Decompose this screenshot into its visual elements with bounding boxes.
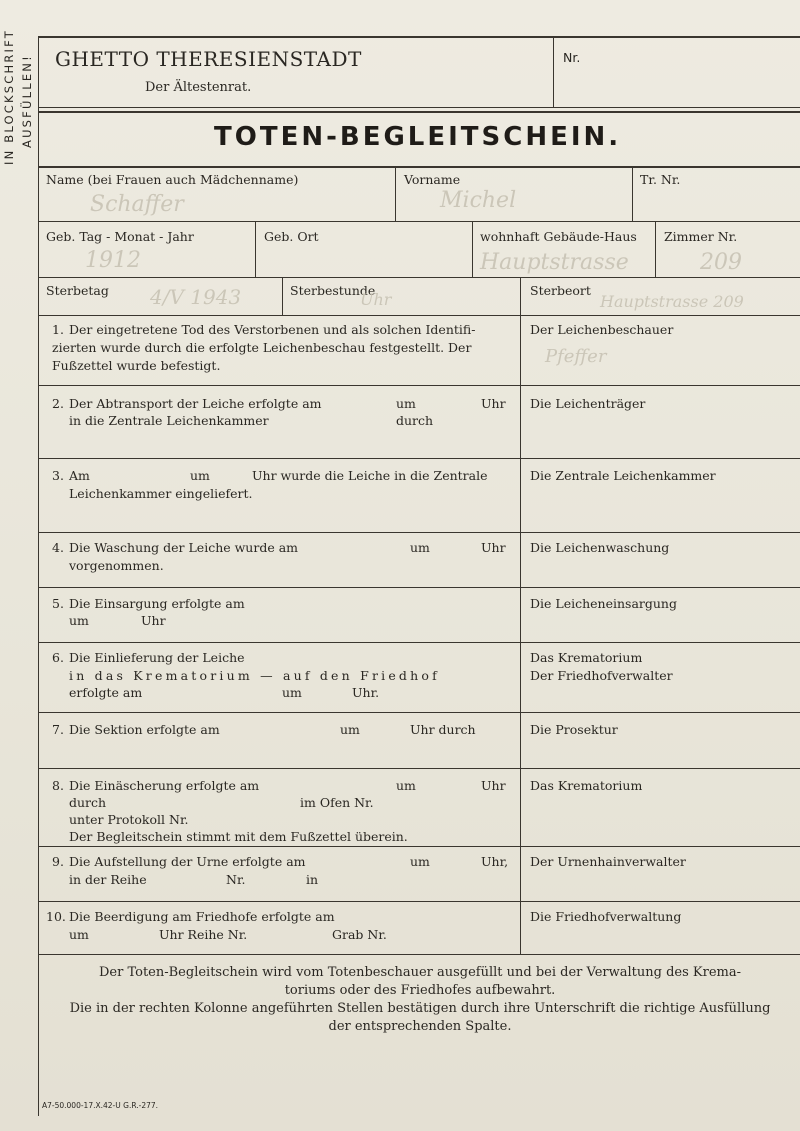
section-8-um: um bbox=[396, 778, 416, 793]
geb-ort-label: Geb. Ort bbox=[264, 229, 319, 244]
section-10-signatory: Die Friedhofverwaltung bbox=[530, 909, 682, 924]
section-7-um: um bbox=[340, 722, 360, 737]
section-rule-2 bbox=[38, 385, 800, 386]
section-10-uhr-reihe: Uhr Reihe Nr. bbox=[159, 927, 248, 942]
section-10-um: um bbox=[69, 927, 89, 942]
handwritten-room: 209 bbox=[700, 250, 742, 275]
name-label: Name (bei Frauen auch Mädchenname) bbox=[46, 172, 299, 187]
section-4-number: 4. bbox=[52, 540, 64, 555]
handwritten-hour: Uhr bbox=[360, 290, 392, 309]
section-9-number: 9. bbox=[52, 854, 64, 869]
section-10-number: 10. bbox=[46, 909, 66, 924]
section-9-line-2: in der Reihe bbox=[69, 872, 147, 887]
row1-divider-a bbox=[395, 166, 396, 221]
handwritten-date: 4/V 1943 bbox=[150, 285, 242, 309]
row3-top-rule bbox=[38, 277, 800, 278]
section-4-uhr: Uhr bbox=[481, 540, 506, 555]
section-4-um: um bbox=[410, 540, 430, 555]
section-3-um: um bbox=[190, 468, 210, 483]
section-rule-5 bbox=[38, 587, 800, 588]
print-code: A7-50.000-17.X.42-U G.R.-277. bbox=[42, 1101, 159, 1110]
geb-tag-label: Geb. Tag - Monat - Jahr bbox=[46, 229, 194, 244]
section-1-number: 1. bbox=[52, 322, 64, 337]
handwritten-house: Hauptstrasse bbox=[480, 250, 629, 275]
section-5-uhr: Uhr bbox=[141, 613, 166, 628]
row2-divider-a bbox=[255, 221, 256, 277]
section-9-in: in bbox=[306, 872, 319, 887]
section-4-line-1: Die Waschung der Leiche wurde am bbox=[69, 540, 299, 555]
section-8-line-1: Die Einäscherung erfolgte am bbox=[69, 778, 260, 793]
header-title: GHETTO THERESIENSTADT bbox=[55, 47, 362, 71]
section-3-signatory: Die Zentrale Leichenkammer bbox=[530, 468, 716, 483]
vorname-label: Vorname bbox=[404, 172, 461, 187]
section-10-grab: Grab Nr. bbox=[332, 927, 387, 942]
right-column-divider bbox=[520, 277, 521, 954]
section-rule-3 bbox=[38, 458, 800, 459]
section-6-signatory: Das Krematorium bbox=[530, 650, 643, 665]
section-7-line-1: Die Sektion erfolgte am bbox=[69, 722, 220, 737]
footer-note-3: Die in der rechten Kolonne angeführten Stellen bestätigen durch ihre Unterschrift die richtige Ausfüllung bbox=[69, 1001, 771, 1016]
section-3-line-2: Leichenkammer eingeliefert. bbox=[69, 486, 253, 501]
side-instruction-line2: AUSFÜLLEN! bbox=[20, 54, 34, 148]
section-2-uhr: Uhr bbox=[481, 396, 506, 411]
section-2-signatory: Die Leichenträger bbox=[530, 396, 646, 411]
handwritten-vorname: Michel bbox=[440, 188, 517, 213]
section-2-line-1: Der Abtransport der Leiche erfolgte am bbox=[69, 396, 322, 411]
section-8-line-2: durch bbox=[69, 795, 107, 810]
section-8-line-4: Der Begleitschein stimmt mit dem Fußzettel überein. bbox=[69, 829, 408, 844]
section-7-signatory: Die Prosektur bbox=[530, 722, 618, 737]
zimmer-label: Zimmer Nr. bbox=[664, 229, 738, 244]
footer-note-4: der entsprechenden Spalte. bbox=[328, 1019, 512, 1034]
section-9-signatory: Der Urnenhainverwalter bbox=[530, 854, 686, 869]
side-instruction-line1: IN BLOCKSCHRIFT bbox=[2, 29, 16, 165]
section-8-signatory: Das Krematorium bbox=[530, 778, 643, 793]
section-rule-8 bbox=[38, 768, 800, 769]
section-5-signatory: Die Leicheneinsargung bbox=[530, 596, 677, 611]
form-title: TOTEN-BEGLEITSCHEIN. bbox=[214, 122, 622, 152]
section-1-line-3: Fußzettel wurde befestigt. bbox=[52, 358, 221, 373]
section-5-line-1: Die Einsargung erfolgte am bbox=[69, 596, 245, 611]
footer-note-2: toriums oder des Friedhofes aufbewahrt. bbox=[284, 983, 556, 998]
section-5-number: 5. bbox=[52, 596, 64, 611]
row2-divider-b bbox=[472, 221, 473, 277]
handwritten-place: Hauptstrasse 209 bbox=[600, 292, 744, 311]
section-7-number: 7. bbox=[52, 722, 64, 737]
row1-divider-b bbox=[632, 166, 633, 221]
frame-top-border bbox=[38, 36, 800, 38]
row3-divider-a bbox=[282, 277, 283, 315]
section-rule-7 bbox=[38, 712, 800, 713]
section-1-line-1: Der eingetretene Tod des Verstorbenen und als solchen Identifi- bbox=[69, 322, 476, 337]
section-rule-1 bbox=[38, 315, 800, 316]
footer-note-1: Der Toten-Begleitschein wird vom Totenbeschauer ausgefüllt und bei der Verwaltung des Krema- bbox=[99, 965, 741, 980]
row2-divider-c bbox=[655, 221, 656, 277]
section-8-ofen: im Ofen Nr. bbox=[300, 795, 374, 810]
tr-nr-label: Tr. Nr. bbox=[640, 172, 681, 187]
section-4-line-2: vorgenommen. bbox=[69, 558, 164, 573]
row1-top-rule bbox=[38, 166, 800, 168]
section-8-line-3: unter Protokoll Nr. bbox=[69, 812, 189, 827]
section-3-number: 3. bbox=[52, 468, 64, 483]
section-1-line-2: zierten wurde durch die erfolgte Leichenbeschau festgestellt. Der bbox=[52, 340, 472, 355]
section-1-signatory: Der Leichenbeschauer bbox=[530, 322, 674, 337]
row2-top-rule bbox=[38, 221, 800, 222]
handwritten-year: 1912 bbox=[85, 248, 141, 273]
section-5-um: um bbox=[69, 613, 89, 628]
section-8-uhr: Uhr bbox=[481, 778, 506, 793]
section-rule-10 bbox=[38, 901, 800, 902]
section-7-uhr: Uhr durch bbox=[410, 722, 476, 737]
section-9-uhr: Uhr, bbox=[481, 854, 509, 869]
section-2-durch: durch bbox=[396, 413, 434, 428]
section-3-rest: Uhr wurde die Leiche in die Zentrale bbox=[252, 468, 488, 483]
section-6-uhr: Uhr. bbox=[352, 685, 380, 700]
section-rule-11 bbox=[38, 954, 800, 955]
nr-label: Nr. bbox=[563, 50, 581, 65]
section-10-line-1: Die Beerdigung am Friedhofe erfolgte am bbox=[69, 909, 335, 924]
section-9-um: um bbox=[410, 854, 430, 869]
section-8-number: 8. bbox=[52, 778, 64, 793]
header-divider bbox=[553, 36, 554, 108]
section-9-nr: Nr. bbox=[226, 872, 246, 887]
section-9-line-1: Die Aufstellung der Urne erfolgte am bbox=[69, 854, 306, 869]
sterbeort-label: Sterbeort bbox=[530, 283, 591, 298]
section-6-line-3: erfolgte am bbox=[69, 685, 143, 700]
section-6-signatory-2: Der Friedhofverwalter bbox=[530, 668, 673, 683]
section-2-line-2: in die Zentrale Leichenkammer bbox=[69, 413, 269, 428]
section-6-number: 6. bbox=[52, 650, 64, 665]
section-2-um: um bbox=[396, 396, 416, 411]
section-2-number: 2. bbox=[52, 396, 64, 411]
handwritten-doctor: Pfeffer bbox=[545, 346, 607, 367]
header-rule-1 bbox=[38, 107, 800, 108]
section-4-signatory: Die Leichenwaschung bbox=[530, 540, 670, 555]
section-rule-4 bbox=[38, 532, 800, 533]
wohnhaft-label: wohnhaft Gebäude-Haus bbox=[480, 229, 637, 244]
section-6-line-1: Die Einlieferung der Leiche bbox=[69, 650, 245, 665]
section-6-line-2: in das Krematorium — auf den Friedhof bbox=[69, 668, 440, 683]
section-rule-6 bbox=[38, 642, 800, 643]
sterbestunde-label: Sterbestunde bbox=[290, 283, 376, 298]
header-rule-2 bbox=[38, 111, 800, 113]
section-3-line-1: Am bbox=[69, 468, 90, 483]
section-6-um: um bbox=[282, 685, 302, 700]
handwritten-name: Schaffer bbox=[90, 192, 184, 217]
header-subtitle: Der Ältestenrat. bbox=[145, 80, 252, 95]
sterbetag-label: Sterbetag bbox=[46, 283, 109, 298]
section-rule-9 bbox=[38, 846, 800, 847]
